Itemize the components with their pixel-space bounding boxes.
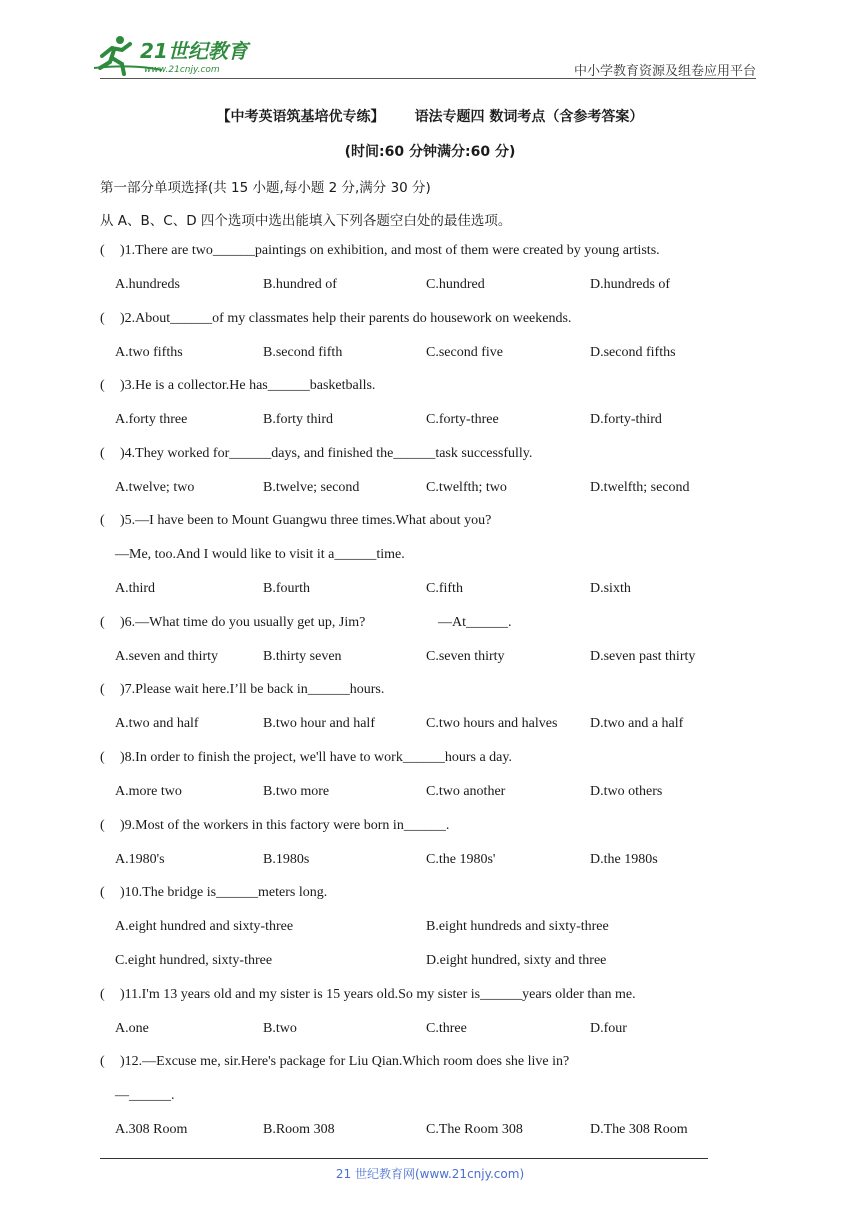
q2-option-c: C.second five [426, 345, 503, 360]
q10-option-c: C.eight hundred, sixty-three [115, 953, 273, 968]
q6-option-b: B.thirty seven [263, 649, 342, 664]
question-1: )1.There are two______paintings on exhibition, and most of them were created by young artists. [120, 243, 660, 258]
q3-option-c: C.forty-three [426, 412, 499, 427]
q12-option-a: A.308 Room [115, 1122, 188, 1137]
q12-option-c: C.The Room 308 [426, 1122, 523, 1137]
answer-paren: ( [100, 750, 105, 765]
question-7: )7.Please wait here.I’ll be back in______hours. [120, 682, 385, 697]
question-9: )9.Most of the workers in this factory were born in______. [120, 818, 450, 833]
q5-option-c: C.fifth [426, 581, 463, 596]
runner-logo-icon [92, 34, 262, 78]
question-8: )8.In order to finish the project, we'll have to work______hours a day. [120, 750, 512, 765]
platform-label: 中小学教育资源及组卷应用平台 [573, 64, 756, 79]
q6-option-a: A.seven and thirty [115, 649, 219, 664]
answer-paren: ( [100, 243, 105, 258]
q6-option-c: C.seven thirty [426, 649, 505, 664]
q7-option-b: B.two hour and half [263, 716, 375, 731]
svg-text:21世纪教育: 21世纪教育 [140, 39, 248, 63]
q5-option-d: D.sixth [590, 581, 631, 596]
q8-option-b: B.two more [263, 784, 330, 799]
svg-text:www.21cnjy.com: www.21cnjy.com [144, 65, 220, 75]
q3-option-b: B.forty third [263, 412, 333, 427]
footer-divider [100, 1158, 708, 1159]
q9-option-d: D.the 1980s [590, 852, 658, 867]
logo [92, 34, 262, 78]
q7-option-a: A.two and half [115, 716, 199, 731]
q11-option-d: D.four [590, 1021, 627, 1036]
q4-option-a: A.twelve; two [115, 480, 195, 495]
answer-paren: ( [100, 311, 105, 326]
answer-paren: ( [100, 513, 105, 528]
answer-paren: ( [100, 446, 105, 461]
question-4: )4.They worked for______days, and finished the______task successfully. [120, 446, 533, 461]
q5-option-a: A.third [115, 581, 156, 596]
instructions: 从 A、B、C、D 四个选项中选出能填入下列各题空白处的最佳选项。 [100, 213, 512, 229]
answer-paren: ( [100, 987, 105, 1002]
q1-option-d: D.hundreds of [590, 277, 671, 292]
footer-link[interactable]: 21 世纪教育网(www.21cnjy.com) [335, 1167, 525, 1181]
q11-option-b: B.two [263, 1021, 297, 1036]
title-series: 【中考英语筑基培优专练】 [216, 109, 385, 125]
q4-option-b: B.twelve; second [263, 480, 360, 495]
q3-option-a: A.forty three [115, 412, 188, 427]
q1-option-b: B.hundred of [263, 277, 337, 292]
q8-option-d: D.two others [590, 784, 663, 799]
q8-option-c: C.two another [426, 784, 506, 799]
q9-option-b: B.1980s [263, 852, 310, 867]
answer-paren: ( [100, 818, 105, 833]
q2-option-d: D.second fifths [590, 345, 676, 360]
page-header [0, 0, 860, 80]
question-12: )12.—Excuse me, sir.Here's package for Liu Qian.Which room does she live in? [120, 1054, 570, 1069]
q9-option-c: C.the 1980s' [426, 852, 496, 867]
page-subtitle: (时间:60 分钟满分:60 分) [344, 144, 516, 160]
q4-option-d: D.twelfth; second [590, 480, 690, 495]
q4-option-c: C.twelfth; two [426, 480, 507, 495]
question-6: )6.—What time do you usually get up, Jim? [120, 615, 366, 630]
question-6-reply: —At______. [438, 615, 512, 630]
q10-option-a: A.eight hundred and sixty-three [115, 919, 294, 934]
q6-option-d: D.seven past thirty [590, 649, 696, 664]
q5-option-b: B.fourth [263, 581, 311, 596]
q7-option-d: D.two and a half [590, 716, 684, 731]
q11-option-c: C.three [426, 1021, 467, 1036]
question-5: )5.—I have been to Mount Guangwu three times.What about you? [120, 513, 492, 528]
header-divider [100, 78, 756, 79]
question-3: )3.He is a collector.He has______basketballs. [120, 378, 376, 393]
q10-option-d: D.eight hundred, sixty and three [426, 953, 607, 968]
question-10: )10.The bridge is______meters long. [120, 885, 328, 900]
answer-paren: ( [100, 885, 105, 900]
answer-paren: ( [100, 615, 105, 630]
question-12-reply: —______. [115, 1088, 175, 1103]
section-heading: 第一部分单项选择(共 15 小题,每小题 2 分,满分 30 分) [100, 180, 431, 196]
q3-option-d: D.forty-third [590, 412, 662, 427]
title-topic: 语法专题四 数词考点（含参考答案） [414, 109, 644, 125]
q12-option-d: D.The 308 Room [590, 1122, 688, 1137]
question-5-reply: —Me, too.And I would like to visit it a______time. [115, 547, 405, 562]
q7-option-c: C.two hours and halves [426, 716, 558, 731]
answer-paren: ( [100, 682, 105, 697]
answer-paren: ( [100, 1054, 105, 1069]
q9-option-a: A.1980's [115, 852, 165, 867]
q2-option-b: B.second fifth [263, 345, 343, 360]
q10-option-b: B.eight hundreds and sixty-three [426, 919, 609, 934]
answer-paren: ( [100, 378, 105, 393]
question-11: )11.I'm 13 years old and my sister is 15 years old.So my sister is______years older than me. [120, 987, 636, 1002]
q8-option-a: A.more two [115, 784, 182, 799]
page-title [0, 106, 860, 126]
q12-option-b: B.Room 308 [263, 1122, 335, 1137]
q1-option-c: C.hundred [426, 277, 485, 292]
q11-option-a: A.one [115, 1021, 149, 1036]
q2-option-a: A.two fifths [115, 345, 183, 360]
question-2: )2.About______of my classmates help their parents do housework on weekends. [120, 311, 572, 326]
q1-option-a: A.hundreds [115, 277, 180, 292]
